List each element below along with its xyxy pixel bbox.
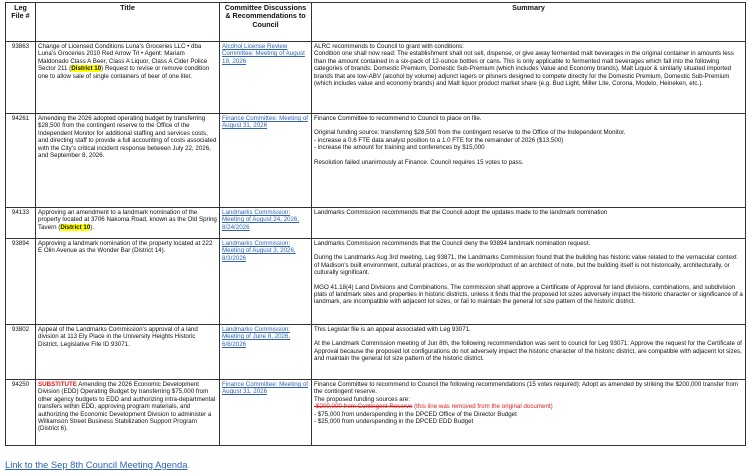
- summary-line: - $75,000 from underspending in the DPCED Office of the Director Budget: [314, 410, 517, 418]
- title-text: Change of Licensed Conditions Luna’s Groceries LLC • dba Luna’s Groceries 2010 Red Arrow Trl • Agent: Mariam Maldonado Class A Beer, Class A Liquor, Class A Cider Police Sector 211 (: [38, 43, 208, 73]
- summary-cell: [312, 325, 746, 380]
- summary-line: Original funding source: transferring $28,500 from the contingent reserve to the Office of the Independent Monitor.: [314, 129, 626, 137]
- committee-link[interactable]: Landmarks Commission: Meeting of August 24, 2026, 8/24/2026: [222, 209, 300, 231]
- legislation-table: [5, 2, 746, 446]
- summary-line: Finance Committee to recommend to Council to place on file.: [314, 115, 482, 122]
- summary-line: ALRC recommends to Council to grant with conditions:: [314, 43, 464, 50]
- substitute-label: SUBSTITUTE: [38, 381, 77, 388]
- committee-link[interactable]: Finance Committee: Meeting of August 31, 2026: [222, 381, 308, 396]
- summary-line: This Legistar file is an appeal associated with Leg 93071.: [314, 326, 471, 333]
- table-header-row: [6, 3, 746, 42]
- summary-line: - increase the amount for training and conferences by $15,000: [314, 144, 485, 152]
- summary-cell: [312, 239, 746, 325]
- struck-text: -$200,000 from Contingent Reserve: [314, 403, 413, 411]
- district-highlight: District 10: [60, 223, 91, 231]
- title-cell: [36, 42, 220, 114]
- committee-cell: [220, 114, 312, 208]
- table-row: [6, 114, 746, 208]
- title-text-end: ).: [90, 223, 95, 231]
- committee-cell: [220, 325, 312, 380]
- title-cell: [36, 380, 220, 446]
- leg-file-number: 94133: [6, 208, 36, 239]
- summary-cell: [312, 208, 746, 239]
- header-summary: Summary: [312, 3, 746, 42]
- summary-line: Finance Committee to recommend to Council the following recommendations (15 votes required): Adopt as amended by striking the $200,000 transfer from the contingent reserve.: [314, 381, 739, 396]
- summary-cell: [312, 114, 746, 208]
- leg-file-number: 93802: [6, 325, 36, 380]
- summary-line: MGO 41.18(4) Land Divisions and Combinations. The commission shall approve a Certificate of Approval for land divisions, combinations, and subdivision plats of landmark sites and properties in historic districts, unless it finds that the proposed lot sizes adversely impact the historic character or significance of a landmark, are incompatible with adjacent lot sizes, or fail to maintain the general lot size pattern of the historic district.: [314, 283, 743, 306]
- committee-link[interactable]: Alcohol License Review Committee: Meeting of August 19, 2026: [222, 43, 305, 65]
- leg-file-number: 94250: [6, 380, 36, 446]
- header-committee: Committee Discussions & Recommendations to Council: [220, 3, 312, 42]
- leg-file-number: 93863: [6, 42, 36, 114]
- committee-cell: [220, 42, 312, 114]
- summary-struck-line: [314, 403, 743, 410]
- summary-cell: [312, 380, 746, 446]
- table-row: [6, 380, 746, 446]
- committee-link[interactable]: Landmarks Commission: Meeting of June 8, 2026, 6/8/2026: [222, 326, 291, 348]
- summary-line: Condition one shall now read: The establishment shall not sell, dispense, or give away fermented malt beverages in the original container in amounts less than the amount contained in a six-pack of 12-ounce bottles or cans. This is only applicable to fermented malt beverages which fall into the following categories of brands: Domestic Premium, Domestic Sub-Premium (which includes Value and Economy brands), Malt Liquor & similarly situated imported brands that are low-ABV (alcohol by volume) adjunct lagers or pilsners designed to compete directly for the Domestic Premium, Domestic Sub-Premium (which includes value and economy brands) and Malt liquor product market share (e.g. Bud Light, Miller Lite, Corona, Modelo, Heineken, etc.).: [314, 50, 734, 88]
- summary-line: At the Landmark Commission meeting of Jun 8th, the following recommendation was sent to council for Leg 93071: Approve the request for the Certificate of Approval because the proposed lot configurations do not adversely impact the historic character of the historic district, are compatible with adjacent lot sizes, and maintain the general lot size pattern of the historic district.: [314, 340, 742, 363]
- title-text-end: ) Request to revise or remove condition one to allow sale of single containers of beer of one liter.: [38, 65, 210, 80]
- summary-line: - $25,000 from underspending in the DPCED EDD Budget: [314, 418, 474, 426]
- header-title: Title: [36, 3, 220, 42]
- committee-link[interactable]: Finance Committee: Meeting of August 31, 2026: [222, 115, 308, 130]
- leg-file-number: 93894: [6, 239, 36, 325]
- summary-cell: [312, 42, 746, 114]
- table-row: [6, 42, 746, 114]
- title-cell: Appeal of the Landmarks Commission’s approval of a land division at 113 Ely Place in the University Heights Historic District, Legislative File ID 93071.: [36, 325, 220, 380]
- table-row: [6, 239, 746, 325]
- summary-line: - increase a 0.6 FTE data analyst position to a 1.0 FTE for the remainder of 2026 ($13,500): [314, 136, 564, 144]
- district-highlight: District 10: [71, 65, 102, 73]
- committee-link[interactable]: Landmarks Commission: Meeting of August 3, 2026, 8/3/2026: [222, 240, 296, 262]
- table-row: [6, 208, 746, 239]
- title-text: Approving an amendment to a landmark nomination of the property located at 3706 Nakoma Road, known as the Old Spring Tavern (: [38, 209, 217, 231]
- summary-line: Resolution failed unanimously at Finance. Council requires 15 votes to pass.: [314, 158, 524, 166]
- summary-line: The proposed funding sources are:: [314, 395, 410, 403]
- committee-cell: [220, 208, 312, 239]
- summary-line: During the Landmarks Aug 3rd meeting, Leg 93871, the Landmarks Commission found that the building has historic value related to the vernacular context of Madison’s built environment, cultural practices, or as the work/product of an architect of note, but the building itself is not historically, architecturally, or culturally significant.: [314, 254, 737, 277]
- header-leg-file: Leg File #: [6, 3, 36, 42]
- title-text: Amending the 2026 Economic Development Division (EDD) Operating Budget by transferring $75,000 from other agency budgets to EDD and authorizing intra-departmental transfers within EDD, approving program materials, and authorizing the Economic Development Division to administer a Williamson Street Business Stabilization Support Program (District 6).: [38, 381, 216, 433]
- summary-line: Landmarks Commission recommends that the Council adopt the updates made to the landmark nomination: [314, 209, 608, 216]
- committee-cell: [220, 380, 312, 446]
- title-cell: Amending the 2026 adopted operating budget by transferring $28,500 from the contingent reserve to the Office of the Independent Monitor for additional staffing and services costs, and directing staff to provide a full accounting of costs associated with the City’s critical incident response between July 22, 2026, and September 8, 2026.: [36, 114, 220, 208]
- struck-note: (this line was removed from the original document): [412, 403, 553, 411]
- title-cell: [36, 208, 220, 239]
- title-cell: Approving a landmark nomination of the property located at 222 E Olin Avenue as the Wonder Bar (District 14).: [36, 239, 220, 325]
- leg-file-number: 94261: [6, 114, 36, 208]
- committee-cell: [220, 239, 312, 325]
- council-agenda-link[interactable]: Link to the Sep 8th Council Meeting Agenda: [5, 459, 188, 470]
- summary-line: Landmarks Commission recommends that the Council deny the 93894 landmark nomination request.: [314, 240, 591, 247]
- table-row: [6, 325, 746, 380]
